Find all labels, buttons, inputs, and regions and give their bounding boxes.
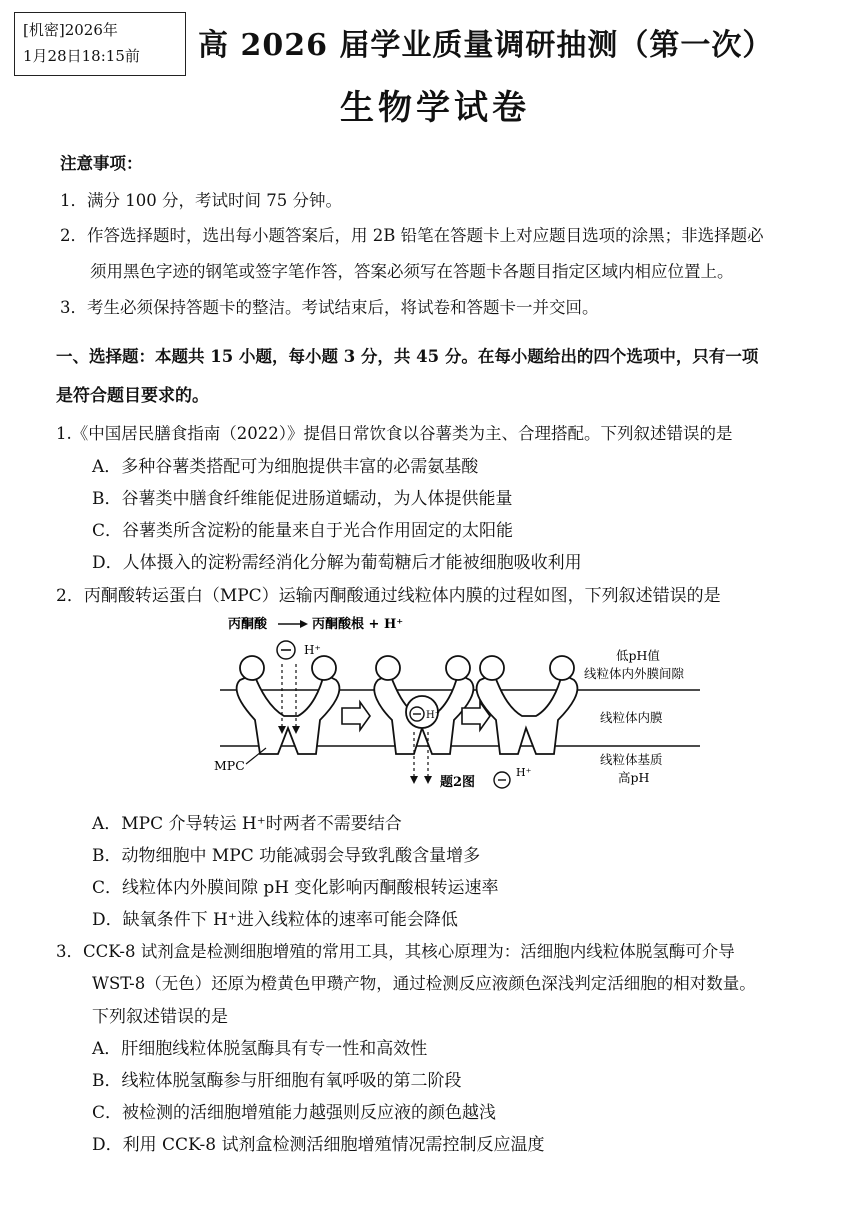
q2-stem: 2．丙酮酸转运蛋白（MPC）运输丙酮酸通过线粒体内膜的过程如图，下列叙述错误的是 [56, 586, 721, 606]
q3-option-a: A．肝细胞线粒体脱氢酶具有专一性和高效性 [92, 1039, 428, 1059]
label-low-ph: 低pH值 [616, 648, 660, 663]
label-pyruvic-acid: 丙酮酸 [228, 617, 268, 632]
q1-stem: 1.《中国居民膳食指南（2022）》提倡日常饮食以谷薯类为主、合理搭配。下列叙述错误的是 [56, 424, 733, 443]
label-mpc: MPC [214, 758, 245, 773]
label-matrix: 线粒体基质 [600, 752, 663, 767]
q2-option-b: B．动物细胞中 MPC 功能减弱会导致乳酸含量增多 [92, 846, 481, 866]
notice-item-1: 1．满分 100 分，考试时间 75 分钟。 [60, 191, 342, 210]
mpc-protein-2 [374, 656, 473, 754]
mpc-protein-3 [477, 656, 578, 754]
exam-title: 高 2026 届学业质量调研抽测（第一次） [198, 28, 774, 63]
label-h-plus-bottom: H⁺ [516, 766, 532, 779]
mpc-protein-1 [237, 656, 340, 754]
q2-option-a: A．MPC 介导转运 H⁺时两者不需要结合 [92, 814, 402, 834]
q3-stem-3: 下列叙述错误的是 [92, 1007, 228, 1027]
q1-option-b: B．谷薯类中膳食纤维能促进肠道蠕动，为人体提供能量 [92, 489, 513, 509]
q3-option-b: B．线粒体脱氢酶参与肝细胞有氧呼吸的第二阶段 [92, 1071, 462, 1091]
section1-line2: 是符合题目要求的。 [56, 386, 209, 406]
notice-item-2b: 须用黑色字迹的钢笔或签字笔作答，答案必须写在答题卡各题目指定区域内相应位置上。 [90, 262, 734, 281]
notice-item-3: 3．考生必须保持答题卡的整洁。考试结束后，将试卷和答题卡一并交回。 [60, 298, 599, 317]
label-inner-membrane: 线粒体内膜 [600, 710, 663, 725]
svg-text:H⁺: H⁺ [426, 710, 440, 721]
notice-heading: 注意事项： [60, 154, 143, 173]
q1-option-d: D．人体摄入的淀粉需经消化分解为葡萄糖后才能被细胞吸收利用 [92, 553, 582, 573]
q3-stem-2: WST-8（无色）还原为橙黄色甲瓒产物，通过检测反应液颜色深浅判定活细胞的相对数量。 [92, 974, 756, 993]
q3-stem-1: 3．CCK-8 试剂盒是检测细胞增殖的常用工具，其核心原理为：活细胞内线粒体脱氢酶可介导 [56, 942, 735, 961]
q1-option-c: C．谷薯类所含淀粉的能量来自于光合作用固定的太阳能 [92, 521, 514, 541]
label-pyruvate-h: 丙酮酸根 + H⁺ [312, 617, 404, 632]
q3-option-c: C．被检测的活细胞增殖能力越强则反应液的颜色越浅 [92, 1103, 497, 1123]
confidential-line-1: [机密]2026年 [23, 21, 118, 39]
mpc-diagram [200, 608, 720, 808]
q2-option-c: C．线粒体内外膜间隙 pH 变化影响丙酮酸根转运速率 [92, 878, 499, 898]
section1-line1: 一、选择题：本题共 15 小题，每小题 3 分，共 45 分。在每小题给出的四个选项中，只有一项 [56, 347, 759, 366]
exam-subtitle: 生物学试卷 [340, 88, 530, 128]
q2-option-d: D．缺氧条件下 H⁺进入线粒体的速率可能会降低 [92, 910, 458, 930]
figure-caption: 题2图 [440, 775, 476, 790]
label-intermembrane: 线粒体内外膜间隙 [584, 666, 685, 681]
q1-option-a: A．多种谷薯类搭配可为细胞提供丰富的必需氨基酸 [92, 457, 479, 477]
notice-item-2a: 2．作答选择题时，选出每小题答案后，用 2B 铅笔在答题卡上对应题目选项的涂黑；非选择题必 [60, 226, 764, 245]
confidential-line-2: 1月28日18:15前 [23, 47, 140, 65]
label-high-ph: 高pH [618, 770, 650, 785]
label-h-plus-top: H⁺ [304, 643, 321, 657]
confidential-box [14, 12, 186, 76]
q3-option-d: D．利用 CCK-8 试剂盒检测活细胞增殖情况需控制反应温度 [92, 1135, 545, 1155]
